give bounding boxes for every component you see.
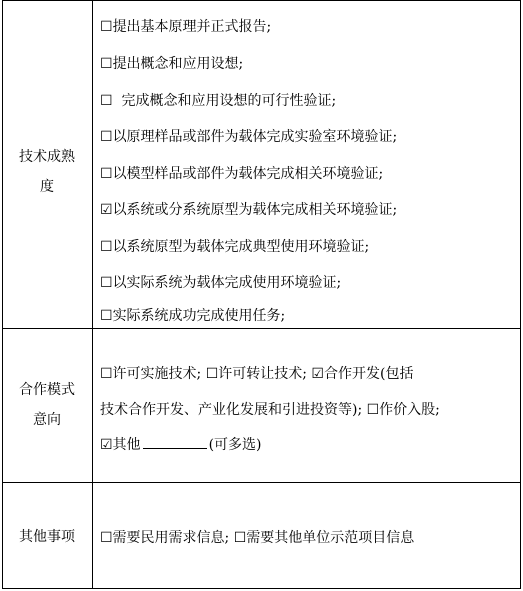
tech-option-1[interactable] — [100, 17, 271, 37]
checkbox-checked-icon[interactable]: ☑ — [100, 202, 113, 218]
tech-option-6[interactable] — [100, 200, 397, 220]
checkbox-unchecked-icon[interactable]: ☐ — [100, 19, 113, 35]
coop-other-checkbox[interactable]: ☑其他 — [100, 437, 141, 453]
tech-option-7-text: 以系统原型为载体完成典型使用环境验证; — [112, 239, 370, 255]
other-matters-options[interactable]: ☐需要民用需求信息; ☐需要其他单位示范项目信息 — [100, 530, 415, 546]
column-divider — [92, 0, 93, 589]
coop-mode-label-line1: 合作模式 — [19, 382, 75, 398]
coop-options-line2[interactable]: 技术合作开发、产业化发展和引进投资等); ☐作价入股; — [100, 402, 440, 418]
tech-option-2[interactable] — [100, 54, 243, 74]
tech-option-5-text: 以模型样品或部件为载体完成相关环境验证; — [112, 166, 384, 182]
tech-maturity-label-line2: 度 — [40, 179, 54, 195]
border-left — [2, 0, 3, 589]
coop-options-line1[interactable]: ☐许可实施技术; ☐许可转让技术; ☑合作开发(包括 — [100, 366, 414, 382]
tech-option-3-text: 完成概念和应用设想的可行性验证; — [112, 93, 337, 109]
coop-other-blank-field[interactable] — [143, 434, 207, 449]
tech-option-2-text: 提出概念和应用设想; — [112, 56, 244, 72]
row-divider-1 — [2, 328, 521, 329]
tech-maturity-label — [2, 142, 92, 202]
tech-option-7[interactable] — [100, 237, 369, 257]
coop-mode-label-line2: 意向 — [33, 412, 61, 428]
checkbox-unchecked-icon[interactable]: ☐ — [100, 166, 113, 182]
border-bottom — [2, 588, 521, 589]
checkbox-unchecked-icon[interactable]: ☐ — [100, 239, 113, 255]
tech-option-4[interactable] — [100, 127, 397, 147]
row-divider-2 — [2, 482, 521, 483]
tech-option-1-text: 提出基本原理并正式报告; — [112, 19, 272, 35]
coop-mode-label — [2, 375, 92, 435]
tech-option-9-text: 实际系统成功完成使用任务; — [112, 308, 286, 324]
border-right — [520, 0, 521, 589]
checkbox-unchecked-icon[interactable]: ☐ — [100, 56, 113, 72]
checkbox-unchecked-icon[interactable]: ☐ — [100, 129, 113, 145]
checkbox-unchecked-icon[interactable]: ☐ — [100, 275, 113, 291]
tech-option-6-text: 以系统或分系统原型为载体完成相关环境验证; — [112, 202, 398, 218]
tech-option-4-text: 以原理样品或部件为载体完成实验室环境验证; — [112, 129, 398, 145]
other-matters-label: 其他事项 — [19, 529, 75, 545]
coop-multi-select-note: (可多选) — [208, 437, 262, 453]
tech-option-8[interactable] — [100, 273, 341, 293]
checkbox-unchecked-icon[interactable]: ☐ — [100, 93, 113, 109]
tech-option-8-text: 以实际系统为载体完成使用环境验证; — [112, 275, 342, 291]
checkbox-unchecked-icon[interactable]: ☐ — [100, 308, 113, 324]
border-top — [2, 0, 521, 1]
tech-option-5[interactable] — [100, 164, 383, 184]
tech-maturity-label-line1: 技术成熟 — [19, 149, 75, 165]
tech-option-3[interactable] — [100, 91, 336, 111]
coop-options-line3[interactable] — [100, 434, 262, 455]
tech-option-9[interactable] — [100, 306, 285, 326]
